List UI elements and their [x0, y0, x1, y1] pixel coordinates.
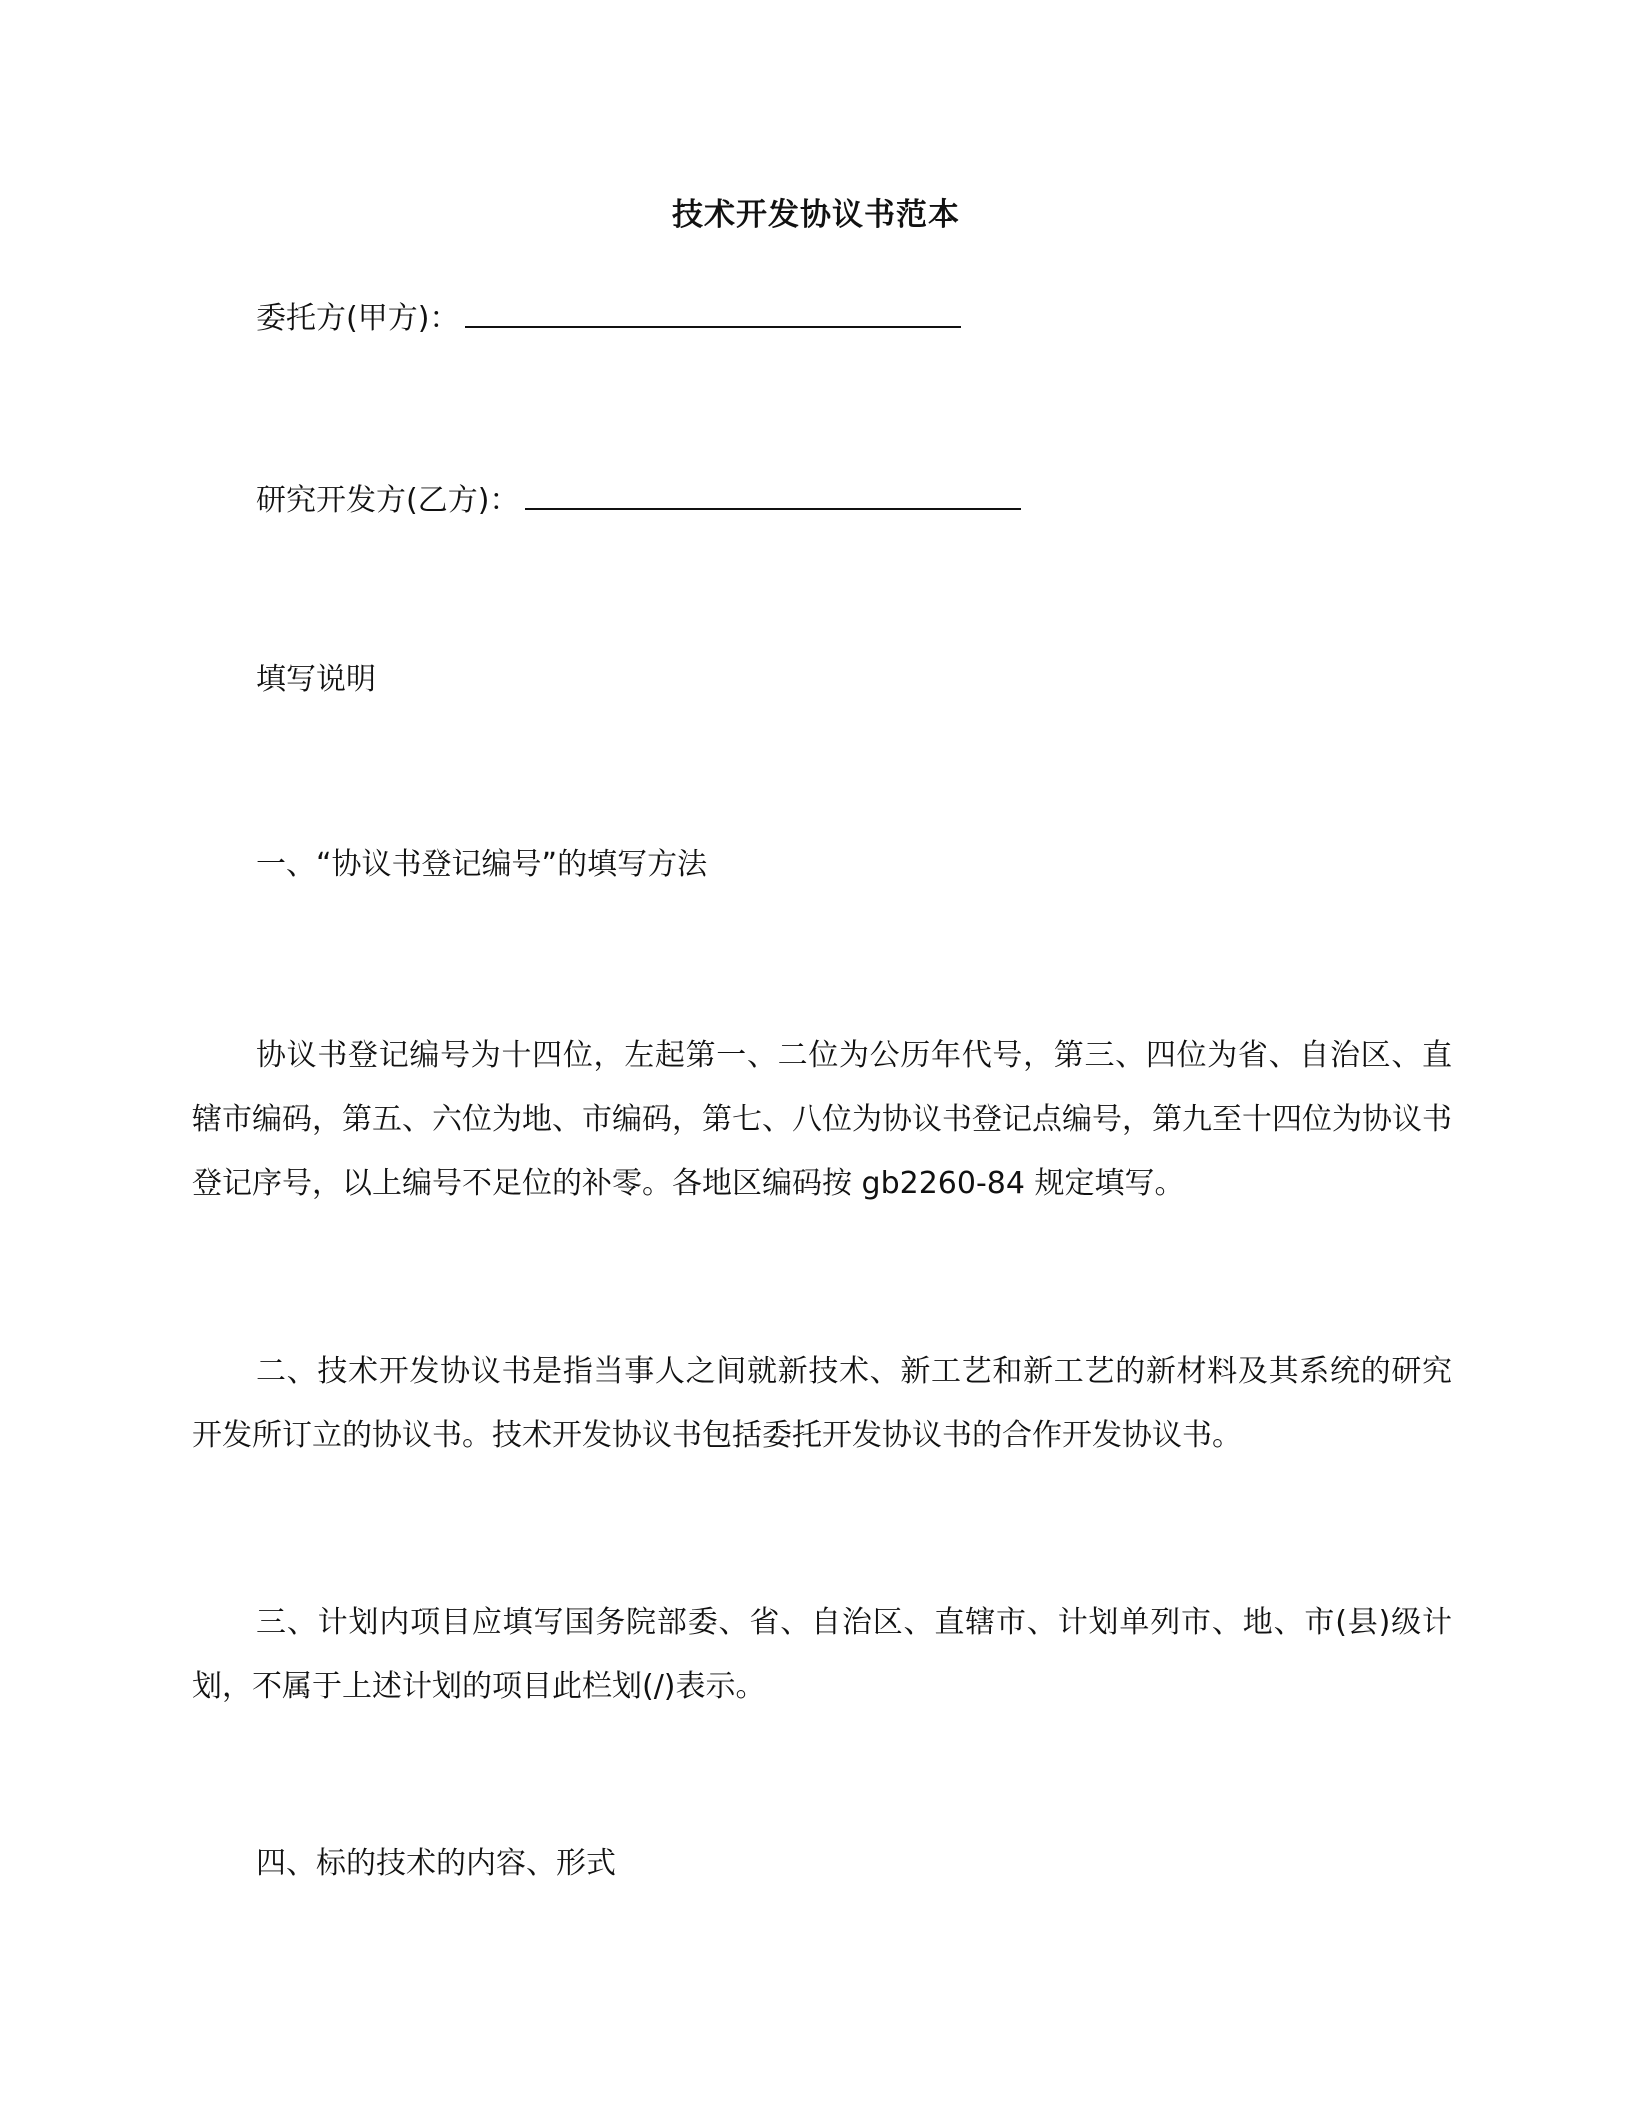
section-2-body: 二、技术开发协议书是指当事人之间就新技术、新工艺和新工艺的新材料及其系统的研究开发所订立的协议书。技术开发协议书包括委托开发协议书的合作开发协议书。	[192, 1354, 1452, 1453]
party-a-line	[256, 296, 961, 341]
party-b-blank[interactable]	[525, 478, 1021, 510]
section-1-heading: 一、“协议书登记编号”的填写方法	[256, 847, 708, 882]
instructions-heading: 填写说明	[256, 662, 376, 697]
section-1-body: 协议书登记编号为十四位，左起第一、二位为公历年代号，第三、四位为省、自治区、直辖市编码，第五、六位为地、市编码，第七、八位为协议书登记点编号，第九至十四位为协议书登记序号，以上编号不足位的补零。各地区编码按 gb2260-84 规定填写。	[192, 1038, 1452, 1201]
party-b-line	[256, 478, 1021, 523]
section-4-heading: 四、标的技术的内容、形式	[256, 1846, 616, 1881]
party-b-label: 研究开发方(乙方)：	[256, 483, 520, 518]
party-a-blank[interactable]	[465, 296, 961, 328]
document-title: 技术开发协议书范本	[672, 197, 960, 233]
party-a-label: 委托方(甲方)：	[256, 301, 460, 336]
section-3-body: 三、计划内项目应填写国务院部委、省、自治区、直辖市、计划单列市、地、市(县)级计划，不属于上述计划的项目此栏划(/)表示。	[192, 1605, 1452, 1704]
